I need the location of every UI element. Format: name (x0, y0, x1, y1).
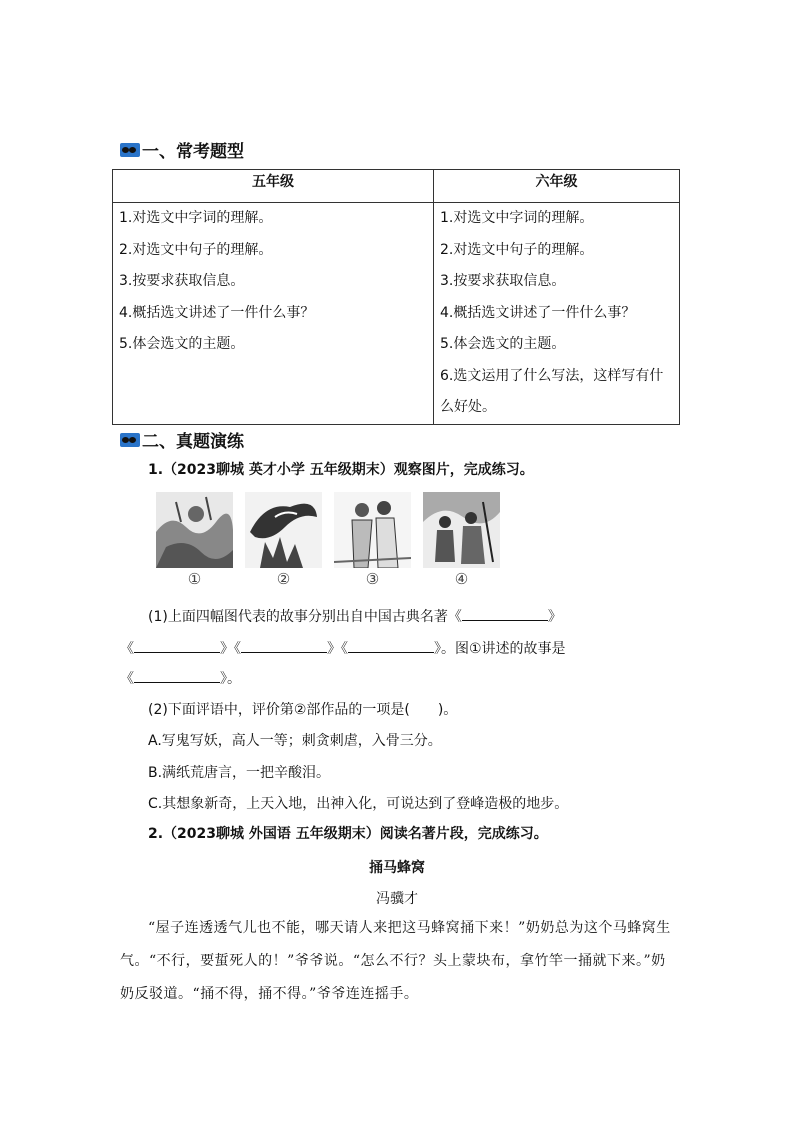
option-a: A.写鬼写妖，高人一等；刺贪刺虐，入骨三分。 (148, 733, 442, 749)
grade6-item: 1.对选文中字词的理解。 (440, 210, 594, 226)
question-text: 》。图①讲述的故事是 (434, 641, 566, 657)
bracket-close: 》 (220, 641, 234, 657)
section-marker-icon (120, 433, 140, 447)
section-title: 一、常考题型 (142, 142, 244, 162)
landscape-illustration-icon (156, 492, 233, 568)
section-heading-1 (120, 137, 244, 162)
grade5-item: 4.概括选文讲述了一件什么事？ (119, 304, 315, 321)
grade5-item: 2.对选文中句子的理解。 (119, 241, 273, 258)
header-grade5: 五年级 (113, 170, 434, 203)
grade5-cell (113, 203, 434, 425)
section-heading-2 (120, 427, 244, 452)
bracket-close: 》 (327, 641, 341, 657)
couple-illustration-icon (334, 492, 411, 568)
answer-blank[interactable] (462, 606, 548, 621)
bracket-open: 《 (341, 641, 348, 657)
illustration-4 (423, 492, 500, 588)
illustration-label: ① (187, 570, 202, 588)
question-text: (1)上面四幅图代表的故事分别出自中国古典名著《 (148, 609, 462, 625)
answer-blank[interactable] (241, 638, 327, 653)
grade6-item: 3.按要求获取信息。 (440, 273, 566, 289)
answer-blank[interactable] (134, 638, 220, 653)
illustration-label: ④ (454, 570, 469, 588)
question-1-title: 1.（2023聊城 英才小学 五年级期末）观察图片，完成练习。 (148, 462, 534, 478)
illustration-label: ③ (365, 570, 380, 588)
grade6-item: 6.选文运用了什么写法，这样写有什么好处。 (440, 367, 664, 415)
question-type-table (112, 169, 680, 425)
bracket-open: 《 (120, 671, 134, 687)
grade6-item: 4.概括选文讲述了一件什么事？ (440, 304, 636, 321)
grade6-item: 5.体会选文的主题。 (440, 336, 566, 352)
illustration-2 (245, 492, 322, 588)
grade5-item: 1.对选文中字词的理解。 (119, 210, 273, 226)
bracket-open: 《 (120, 641, 134, 657)
bracket-close: 》 (547, 609, 562, 625)
option-c: C.其想象新奇，上天入地，出神入化，可说达到了登峰造极的地步。 (148, 796, 569, 812)
grade5-item: 3.按要求获取信息。 (119, 273, 245, 289)
passage-title: 捅马蜂窝 (369, 860, 425, 876)
question-1-part-1-line-3 (120, 668, 241, 689)
passage-author: 冯骥才 (376, 891, 418, 907)
illustration-3 (334, 492, 411, 588)
question-1-part-1-line-1 (148, 606, 562, 627)
grade6-cell (434, 203, 680, 425)
question-1-part-2: (2)下面评语中，评价第②部作品的一项是( )。 (148, 702, 458, 718)
answer-blank[interactable] (348, 638, 434, 653)
illustration-row (156, 492, 500, 588)
section-title: 二、真题演练 (142, 432, 244, 452)
option-b: B.满纸荒唐言，一把辛酸泪。 (148, 765, 331, 781)
passage-text: “屋子连透透气儿也不能，哪天请人来把这马蜂窝捅下来！”奶奶总为这个马蜂窝生气。“不行，要蜇死人的！”爷爷说。“怎么不行？头上蒙块布，拿竹竿一捅就下来。”奶奶反驳道。“捅不得，捅不得。”爷爷连连摇手。 (120, 920, 671, 1002)
section-marker-icon (120, 143, 140, 157)
question-2-title: 2.（2023聊城 外国语 五年级期末）阅读名著片段，完成练习。 (148, 826, 548, 842)
answer-blank[interactable] (134, 668, 220, 683)
question-1-part-1-line-2 (120, 638, 566, 659)
grade5-item: 5.体会选文的主题。 (119, 336, 245, 352)
warriors-illustration-icon (423, 492, 500, 568)
bracket-open: 《 (234, 641, 241, 657)
illustration-1 (156, 492, 233, 588)
bracket-close: 》。 (220, 671, 241, 687)
header-grade6: 六年级 (434, 170, 680, 203)
illustration-label: ② (276, 570, 291, 588)
grade6-item: 2.对选文中句子的理解。 (440, 241, 594, 258)
fire-illustration-icon (245, 492, 322, 568)
